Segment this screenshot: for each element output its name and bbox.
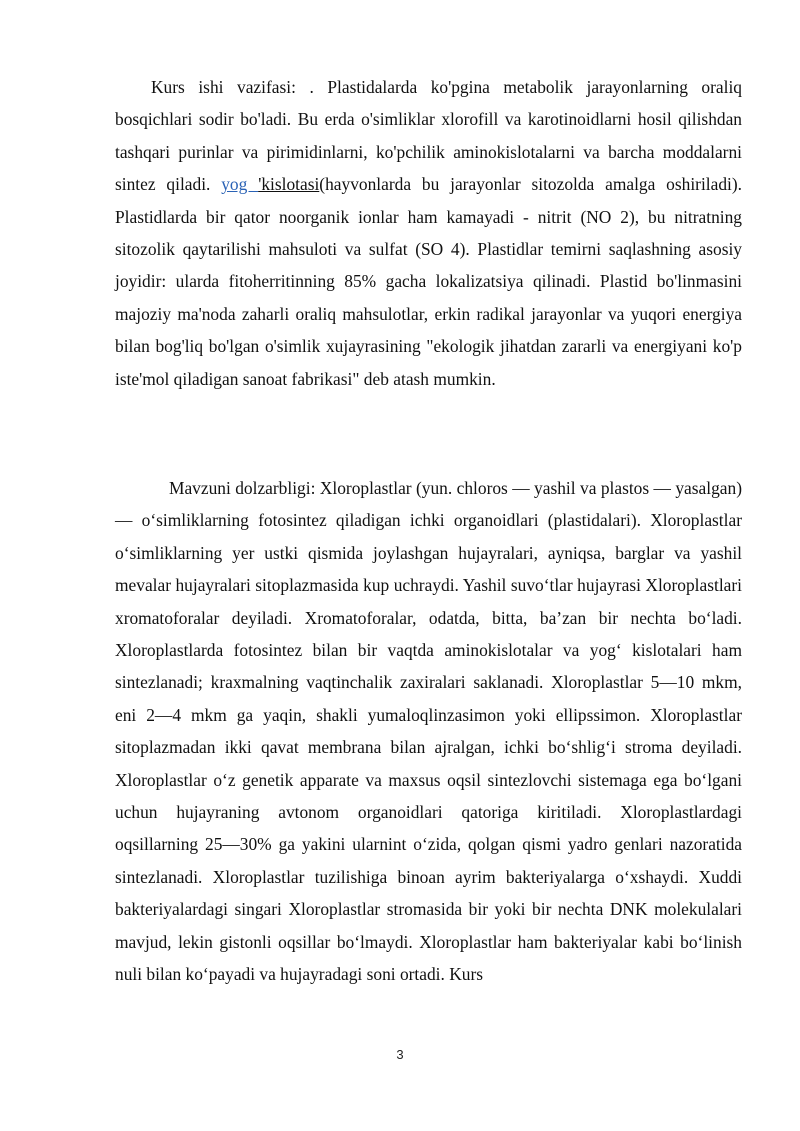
- page-number: 3: [396, 1047, 404, 1062]
- paragraph-topic-relevance: Mavzuni dolzarbligi: Xloroplastlar (yun. chloros — yashil va plastos — yasalgan) — o‘simliklarning fotosintez qiladigan ichki organoidlari (plastidalari). Xloroplastlar o‘simliklarning yer ustki qismida joylashgan hujayralari, ayniqsa, barglar va yashil mevalar hujayralari sitoplazmasida kup uchraydi. Yashil suvo‘tlar hujayrasi Xloroplastlari xromatoforalar deyiladi. Xromatoforalar, odatda, bitta, ba’zan bir nechta bo‘ladi. Xloroplastlarda fotosintez bilan bir vaqtda aminokislotalar va yog‘ kislotalari ham sintezlanadi; kraxmalning vaqtinchalik zaxiralari saklanadi. Xloroplastlar 5—10 mkm, eni 2—4 mkm ga yaqin, shakli yumaloqlinzasimon yoki ellipssimon. Xloroplastlar sitoplazmadan ikki qavat membrana bilan ajralgan, ichki bo‘shlig‘i stroma deyiladi. Xloroplastlar o‘z genetik apparate va maxsus oqsil sintezlovchi sistemaga ega bo‘lgani uchun hujayraning avtonom organoidlari qatoriga kiritiladi. Xloroplastlardagi oqsillarning 25—30% ga yakini ularnint o‘zida, qolgan qismi yadro genlari nazoratida sintezlanadi. Xloroplastlar tuzilishiga binoan ayrim bakteriyalarga o‘xshaydi. Xuddi bakteriyalardagi singari Xloroplastlar stromasida bir yoki bir nechta DNK molekulalari mavjud, lekin gistonli oqsillar bo‘lmaydi. Xloroplastlar ham bakteriyalar kabi bo‘linish nuli bilan ko‘payadi va hujayradagi soni ortadi. Kurs: [115, 478, 742, 985]
- fatty-acid-link[interactable]: yog: [221, 174, 259, 195]
- fatty-acid-link-continuation[interactable]: 'kislotasi: [258, 174, 320, 195]
- paragraph-1-text-end: (hayvonlarda bu jarayonlar sitozolda amalga oshiriladi). Plastidlarda bir qator noorganik ionlar ham kamayadi - nitrit (NO 2), bu nitratning sitozolik qaytarilishi mahsuloti va sulfat (SO 4). Plastidlar temirni saqlashning asosiy joyidir: ularda fitoherritinning 85% gacha lokalizatsiya qilinadi. Plastid bo'linmasini majoziy ma'noda zaharli oraliq mahsulotlar, erkin radikal jarayonlar va yuqori energiya bilan bog'liq bo'lgan o'simlik xujayrasining "ekologik jihatdan zararli va energiyani ko'p iste'mol qiladigan sanoat fabrikasi" deb atash mumkin.: [115, 174, 743, 389]
- paragraph-1-text-start: Kurs ishi vazifasi: . Plastidalarda ko'pgina metabolik jarayonlarning oraliq bosqichlari sodir bo'ladi. Bu erda o'simliklar xlorofill va karotinoidlarni hosil qilishdan tashqari purinlar va pirimidinlarni, ko'pchilik aminokislotalarni va barcha moddalarni sintez qiladi.: [115, 77, 742, 195]
- paragraph-course-task: [115, 71, 742, 395]
